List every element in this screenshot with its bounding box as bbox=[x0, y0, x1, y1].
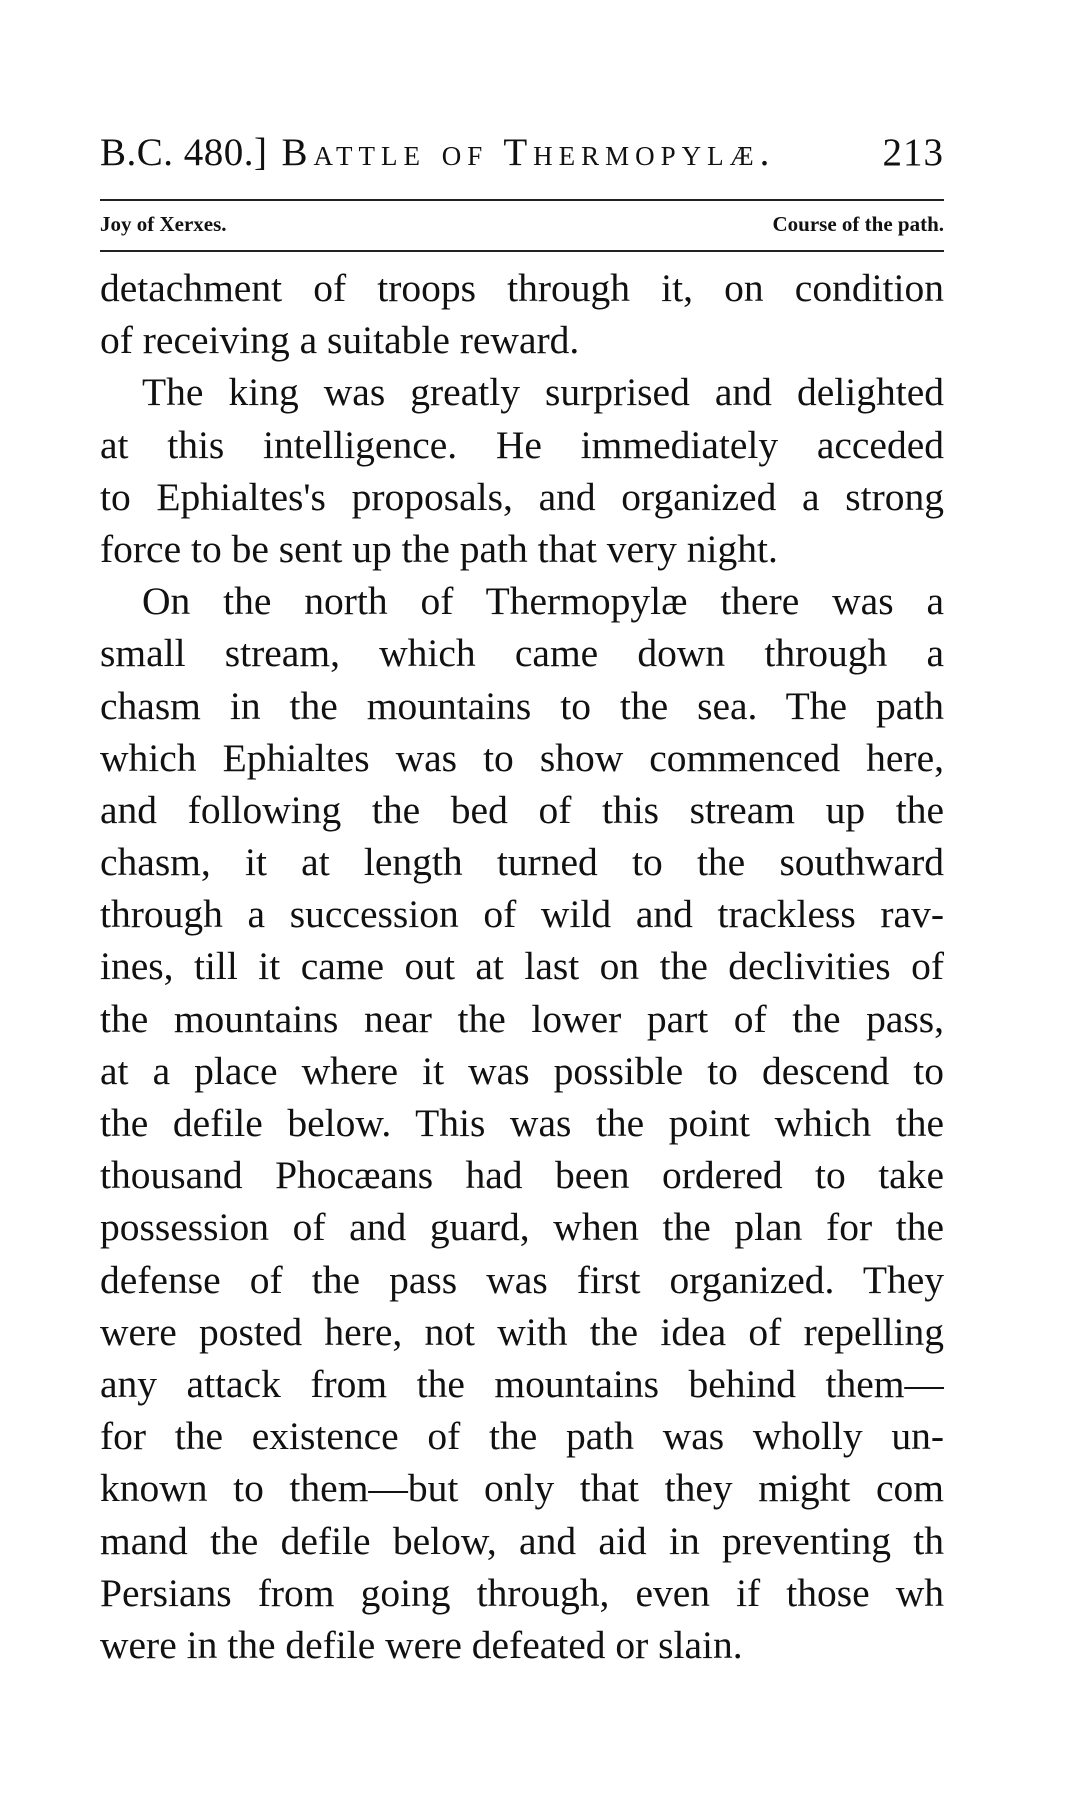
text-line: On the north of Thermopylæ there was a bbox=[142, 579, 944, 624]
header-title: Battle of Thermopylæ. bbox=[281, 131, 776, 174]
text-line: were posted here, not with the idea of repelling bbox=[100, 1309, 944, 1354]
marginal-subheads bbox=[100, 210, 944, 240]
text-line: defense of the pass was first organized. They bbox=[100, 1257, 944, 1302]
header-date: B.C. 480.] bbox=[100, 131, 268, 174]
subhead-left: Joy of Xerxes. bbox=[100, 212, 227, 236]
text-line: to Ephialtes's proposals, and organized a strong bbox=[100, 474, 944, 519]
text-line: small stream, which came down through a bbox=[100, 631, 944, 676]
text-line: the mountains near the lower part of the pass, bbox=[100, 996, 944, 1041]
text-line: of receiving a suitable reward. bbox=[100, 318, 580, 363]
body-text bbox=[100, 262, 944, 1671]
text-line: detachment of troops through it, on condition bbox=[100, 266, 944, 310]
header-rule-bottom bbox=[100, 250, 944, 252]
page-number: 213 bbox=[882, 131, 944, 174]
subhead-right: Course of the path. bbox=[772, 212, 944, 236]
header-rule-top bbox=[100, 199, 944, 201]
text-line: thousand Phocæans had been ordered to take bbox=[100, 1153, 944, 1198]
text-line: which Ephialtes was to show commenced here, bbox=[100, 735, 944, 780]
text-line: at a place where it was possible to descend to bbox=[100, 1048, 944, 1093]
text-line: The king was greatly surprised and delighted bbox=[142, 370, 944, 415]
text-line: the defile below. This was the point which the bbox=[100, 1101, 944, 1145]
text-line: known to them—but only that they might com bbox=[100, 1466, 944, 1511]
text-line: and following the bed of this stream up the bbox=[100, 787, 944, 832]
text-line: force to be sent up the path that very night. bbox=[100, 526, 778, 571]
text-line: Persians from going through, even if those wh bbox=[100, 1570, 944, 1615]
text-line: any attack from the mountains behind them— bbox=[100, 1361, 944, 1406]
text-line: at this intelligence. He immediately acceded bbox=[100, 422, 944, 467]
text-line: ines, till it came out at last on the declivities of bbox=[100, 944, 944, 989]
text-line: possession of and guard, when the plan for the bbox=[100, 1205, 944, 1250]
text-line: were in the defile were defeated or slain. bbox=[100, 1622, 743, 1667]
text-line: mand the defile below, and aid in preventing th bbox=[100, 1518, 944, 1563]
text-line: chasm, it at length turned to the southward bbox=[100, 840, 944, 885]
text-line: through a succession of wild and trackless rav- bbox=[100, 892, 944, 937]
text-line: for the existence of the path was wholly un- bbox=[100, 1414, 944, 1459]
running-head bbox=[100, 128, 944, 178]
text-line: chasm in the mountains to the sea. The path bbox=[100, 683, 944, 728]
